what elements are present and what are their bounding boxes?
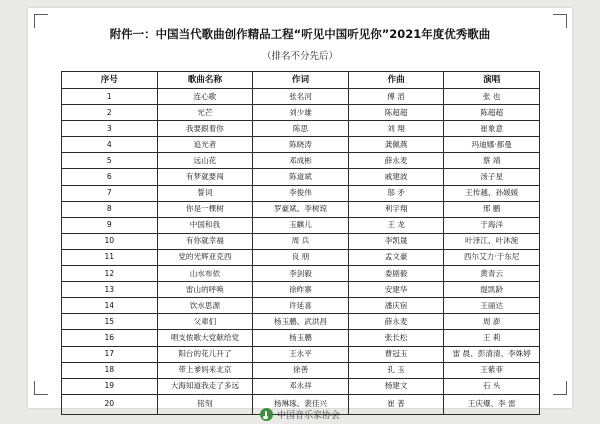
table-row <box>62 346 540 362</box>
table-row <box>62 153 540 169</box>
cell-index: 6 <box>62 169 158 185</box>
cell-index: 13 <box>62 282 158 298</box>
cell-song: 我要跟着你 <box>157 121 253 137</box>
cell-composer: 张长松 <box>348 330 444 346</box>
cell-singer: 黄青云 <box>444 266 540 282</box>
cell-singer: 崔象意 <box>444 121 540 137</box>
cell-composer: 薛永麦 <box>348 153 444 169</box>
cell-composer: 委剧毅 <box>348 266 444 282</box>
table-row <box>62 121 540 137</box>
cell-composer: 傅 滔 <box>348 89 444 105</box>
table-row <box>62 169 540 185</box>
table-row <box>62 233 540 249</box>
cell-song: 雷山的呼唤 <box>157 282 253 298</box>
cell-index: 16 <box>62 330 158 346</box>
cell-composer: 崔 普 <box>348 394 444 414</box>
cell-singer: 玛迪娜·都曼 <box>444 137 540 153</box>
cell-composer: 戚建波 <box>348 169 444 185</box>
cell-index: 10 <box>62 233 158 249</box>
cell-composer: 刘 翔 <box>348 121 444 137</box>
column-header-lyricist: 作词 <box>253 72 349 89</box>
cell-composer: 利字翔 <box>348 201 444 217</box>
page-title: 附件一：中国当代歌曲创作精品工程“听见中国听见你”2021年度优秀歌曲 <box>109 27 491 41</box>
cell-lyricist: 杨玉鹏 <box>253 330 349 346</box>
cell-lyricist: 徐昨寨 <box>253 282 349 298</box>
crop-mark-top-right <box>553 14 567 28</box>
footer-label: 中国音乐家协会 <box>276 410 340 421</box>
cell-lyricist: 玉麒儿 <box>253 217 349 233</box>
cell-song: 阳台的花儿开了 <box>157 346 253 362</box>
cell-lyricist: 陈晓涛 <box>253 137 349 153</box>
cell-song: 有你就幸福 <box>157 233 253 249</box>
cell-index: 2 <box>62 105 158 121</box>
cell-singer: 汤子星 <box>444 169 540 185</box>
cell-song: 铭刻 <box>157 394 253 414</box>
cell-singer: 张 也 <box>444 89 540 105</box>
cell-index: 18 <box>62 362 158 378</box>
cell-index: 11 <box>62 249 158 265</box>
cell-singer: 王丽达 <box>444 298 540 314</box>
cell-song: 你是一棵树 <box>157 201 253 217</box>
cell-lyricist: 良 朋 <box>253 249 349 265</box>
cell-singer: 西尔艾力·于东尼 <box>444 249 540 265</box>
cell-index: 4 <box>62 137 158 153</box>
crop-mark-bottom-left <box>34 381 48 395</box>
column-header-song: 歌曲名称 <box>157 72 253 89</box>
cell-composer: 潘庆宿 <box>348 298 444 314</box>
cell-index: 12 <box>62 266 158 282</box>
cell-composer: 孟文豪 <box>348 249 444 265</box>
cell-song: 有梦就要闯 <box>157 169 253 185</box>
cell-song: 父辈们 <box>157 314 253 330</box>
cell-composer: 曹冠玉 <box>348 346 444 362</box>
column-header-singer: 演唱 <box>444 72 540 89</box>
cell-song: 中国和我 <box>157 217 253 233</box>
cell-song: 远山花 <box>157 153 253 169</box>
cell-composer: 王 龙 <box>348 217 444 233</box>
cell-singer: 叶泽江、叶沐涴 <box>444 233 540 249</box>
cell-song: 誓词 <box>157 185 253 201</box>
table-row <box>62 249 540 265</box>
cell-lyricist: 邓成彬 <box>253 153 349 169</box>
cell-lyricist: 李剑毅 <box>253 266 349 282</box>
cell-index: 17 <box>62 346 158 362</box>
cell-index: 15 <box>62 314 158 330</box>
table-row <box>62 298 540 314</box>
cell-index: 1 <box>62 89 158 105</box>
cell-index: 3 <box>62 121 158 137</box>
cell-composer: 龚佩燕 <box>348 137 444 153</box>
cell-song: 光芒 <box>157 105 253 121</box>
table-row <box>62 378 540 394</box>
songs-table-body <box>62 89 540 415</box>
table-row <box>62 266 540 282</box>
cell-lyricist: 罗豪斌、李树琼 <box>253 201 349 217</box>
cell-lyricist: 徐善 <box>253 362 349 378</box>
cell-song: 党的光辉亚克西 <box>157 249 253 265</box>
table-row <box>62 105 540 121</box>
table-row <box>62 201 540 217</box>
cell-index: 9 <box>62 217 158 233</box>
cell-composer: 薛永麦 <box>348 314 444 330</box>
cell-song: 大海知道我走了多远 <box>157 378 253 394</box>
crop-mark-bottom-right <box>553 381 567 395</box>
cell-song: 追光者 <box>157 137 253 153</box>
songs-table <box>61 71 540 415</box>
table-row <box>62 362 540 378</box>
crop-mark-top-left <box>34 14 48 28</box>
cell-song: 连心歌 <box>157 89 253 105</box>
page-subtitle: （排名不分先后） <box>261 51 338 62</box>
table-row <box>62 330 540 346</box>
cell-lyricist: 刘少雄 <box>253 105 349 121</box>
cell-lyricist: 杨琳琢、裴佳兴 <box>253 394 349 414</box>
cell-singer: 王 莉 <box>444 330 540 346</box>
cell-index: 7 <box>62 185 158 201</box>
cell-composer: 安建华 <box>348 282 444 298</box>
cell-composer: 邬 矛 <box>348 185 444 201</box>
table-row <box>62 314 540 330</box>
cell-composer: 李凯晟 <box>348 233 444 249</box>
table-row <box>62 137 540 153</box>
cell-lyricist: 周 兵 <box>253 233 349 249</box>
cell-singer: 于海洋 <box>444 217 540 233</box>
cell-lyricist: 陈道斌 <box>253 169 349 185</box>
cell-song: 带上爹妈来北京 <box>157 362 253 378</box>
cell-lyricist: 杨玉鹏、武洪昌 <box>253 314 349 330</box>
cell-singer: 邢 鹏 <box>444 201 540 217</box>
column-header-composer: 作曲 <box>348 72 444 89</box>
cell-singer: 周 澎 <box>444 314 540 330</box>
cell-composer: 孔 玉 <box>348 362 444 378</box>
cell-index: 5 <box>62 153 158 169</box>
column-header-index: 序号 <box>62 72 158 89</box>
cell-singer: 石 头 <box>444 378 540 394</box>
cell-singer: 陈超超 <box>444 105 540 121</box>
cell-index: 14 <box>62 298 158 314</box>
cell-index: 20 <box>62 394 158 414</box>
cell-song: 唱支侬歌大党献给党 <box>157 330 253 346</box>
cell-singer: 雷 晨、彭清清、李姝婷 <box>444 346 540 362</box>
cell-index: 19 <box>62 378 158 394</box>
music-association-logo-icon <box>260 408 273 421</box>
cell-lyricist: 许延喜 <box>253 298 349 314</box>
cell-singer: 王紫菲 <box>444 362 540 378</box>
cell-composer: 陈超超 <box>348 105 444 121</box>
table-header-row <box>62 72 540 89</box>
table-row <box>62 185 540 201</box>
cell-lyricist: 陈思 <box>253 121 349 137</box>
table-row <box>62 217 540 233</box>
cell-lyricist: 张名河 <box>253 89 349 105</box>
document-page <box>28 8 572 408</box>
table-row <box>62 282 540 298</box>
table-row <box>62 89 540 105</box>
cell-song: 饮水思源 <box>157 298 253 314</box>
cell-singer: 缇凯龄 <box>444 282 540 298</box>
cell-index: 8 <box>62 201 158 217</box>
footer <box>0 404 600 424</box>
cell-singer: 王传越、孙媛媛 <box>444 185 540 201</box>
cell-composer: 杨建文 <box>348 378 444 394</box>
cell-song: 山水布依 <box>157 266 253 282</box>
cell-lyricist: 王永平 <box>253 346 349 362</box>
cell-lyricist: 邓永祥 <box>253 378 349 394</box>
cell-singer: 王庆爆、李 雷 <box>444 394 540 414</box>
cell-lyricist: 李俊伟 <box>253 185 349 201</box>
cell-singer: 蔡 靖 <box>444 153 540 169</box>
